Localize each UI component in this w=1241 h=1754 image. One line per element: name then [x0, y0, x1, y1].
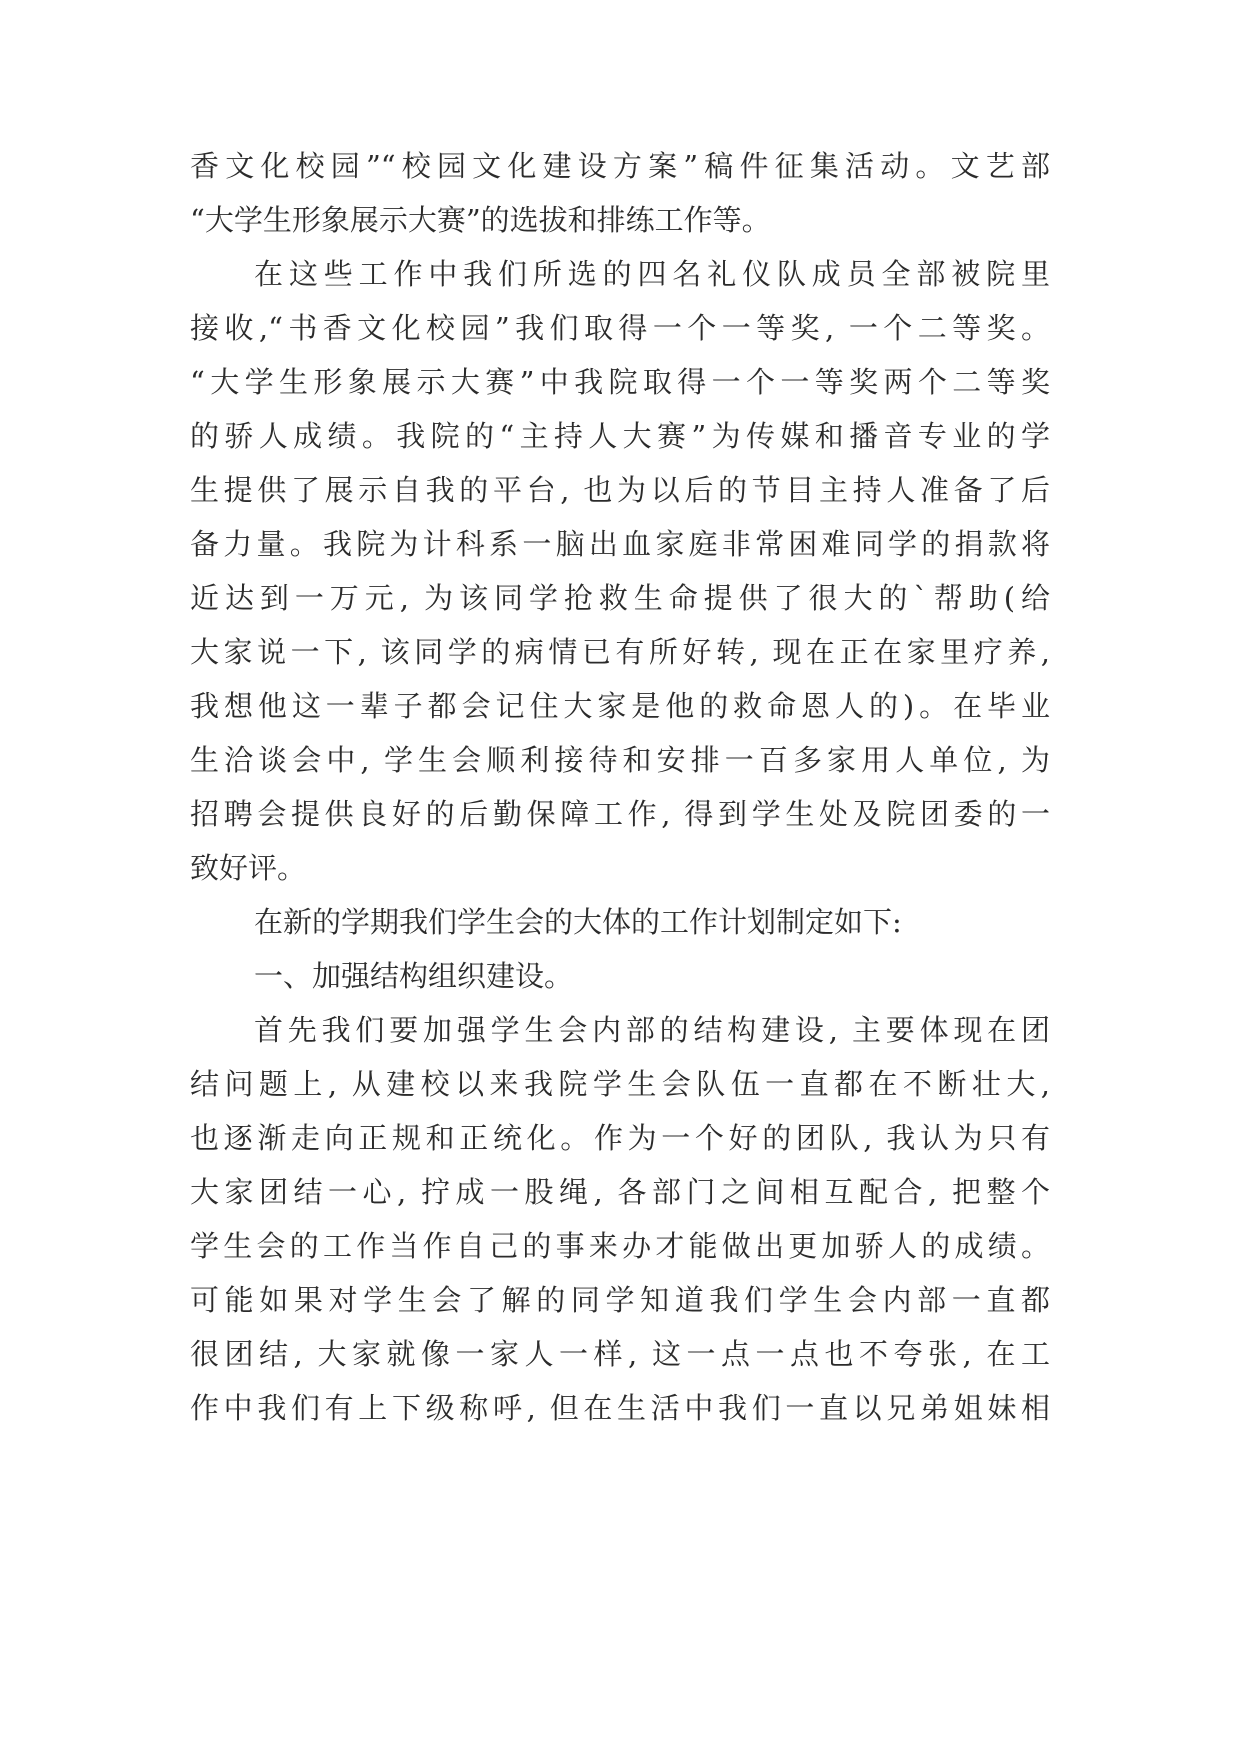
text-line: 的骄人成绩。我院的“主持人大赛”为传媒和播音专业的学 [190, 419, 1050, 453]
text-line: 在这些工作中我们所选的四名礼仪队成员全部被院里 [254, 257, 1050, 291]
text-line: 生提供了展示自我的平台, 也为以后的节目主持人准备了后 [190, 473, 1050, 507]
text-line: 备力量。我院为计科系一脑出血家庭非常困难同学的捐款将 [190, 527, 1050, 561]
text-line: 大家团结一心, 拧成一股绳, 各部门之间相互配合, 把整个 [190, 1175, 1050, 1209]
text-line: 很团结, 大家就像一家人一样, 这一点一点也不夸张, 在工 [190, 1337, 1050, 1371]
text-line: 我想他这一辈子都会记住大家是他的救命恩人的)。在毕业 [190, 689, 1050, 723]
text-line: 接收,“书香文化校园”我们取得一个一等奖, 一个二等奖。 [190, 311, 1050, 345]
text-line: 也逐渐走向正规和正统化。作为一个好的团队, 我认为只有 [190, 1121, 1050, 1155]
text-line: 近达到一万元, 为该同学抢救生命提供了很大的`帮助(给 [190, 581, 1050, 615]
text-line: “大学生形象展示大赛”中我院取得一个一等奖两个二等奖 [190, 365, 1050, 399]
text-line: “大学生形象展示大赛”的选拔和排练工作等。 [190, 203, 771, 237]
text-line: 结问题上, 从建校以来我院学生会队伍一直都在不断壮大, [190, 1067, 1050, 1101]
text-line: 大家说一下, 该同学的病情已有所好转, 现在正在家里疗养, [190, 635, 1050, 669]
text-line: 在新的学期我们学生会的大体的工作计划制定如下: [254, 905, 902, 939]
text-line: 首先我们要加强学生会内部的结构建设, 主要体现在团 [254, 1013, 1050, 1047]
text-line: 可能如果对学生会了解的同学知道我们学生会内部一直都 [190, 1283, 1050, 1317]
text-line: 学生会的工作当作自己的事来办才能做出更加骄人的成绩。 [190, 1229, 1050, 1263]
text-line: 招聘会提供良好的后勤保障工作, 得到学生处及院团委的一 [190, 797, 1050, 831]
text-line: 生洽谈会中, 学生会顺利接待和安排一百多家用人单位, 为 [190, 743, 1050, 777]
text-line: 作中我们有上下级称呼, 但在生活中我们一直以兄弟姐妹相 [190, 1391, 1050, 1425]
text-line: 香文化校园”“校园文化建设方案”稿件征集活动。文艺部 [190, 149, 1050, 183]
text-line: 致好评。 [190, 851, 307, 885]
section-heading: 一、加强结构组织建设。 [254, 959, 574, 993]
